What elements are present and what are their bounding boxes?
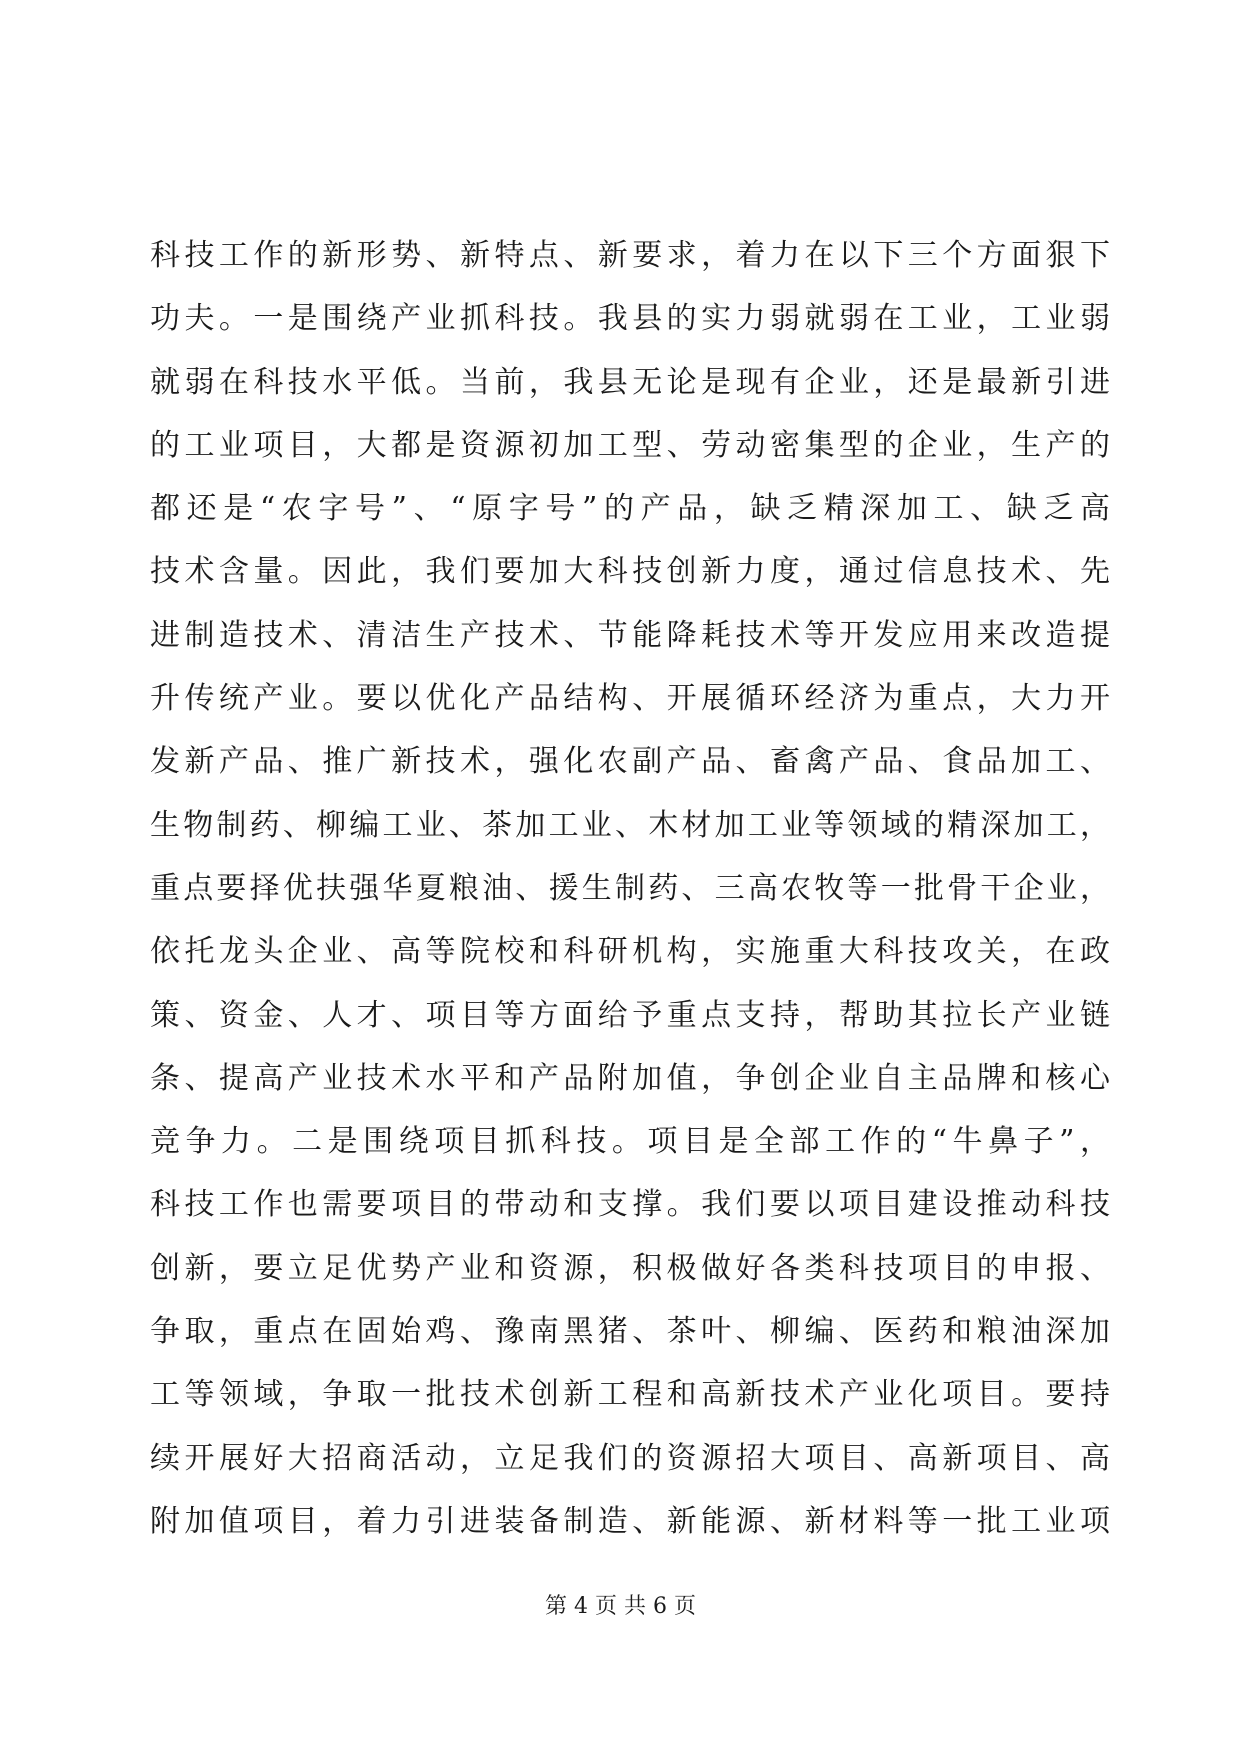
text-line: 策、资金、人才、项目等方面给予重点支持，帮助其拉长产业链	[150, 997, 1110, 1033]
text-line: 创新，要立足优势产业和资源，积极做好各类科技项目的申报、	[150, 1250, 1110, 1286]
text-line: 附加值项目，着力引进装备制造、新能源、新材料等一批工业项	[150, 1503, 1110, 1539]
text-line: 就弱在科技水平低。当前，我县无论是现有企业，还是最新引进	[150, 364, 1110, 400]
text-line: 发新产品、推广新技术，强化农副产品、畜禽产品、食品加工、	[150, 744, 1110, 780]
page-number-footer: 第 4 页 共 6 页	[545, 1594, 696, 1619]
text-line: 都还是“农字号”、“原字号”的产品，缺乏精深加工、缺乏高	[150, 491, 1110, 527]
text-line: 条、提高产业技术水平和产品附加值，争创企业自主品牌和核心	[150, 1060, 1110, 1096]
text-line: 续开展好大招商活动，立足我们的资源招大项目、高新项目、高	[150, 1440, 1110, 1476]
text-line: 技术含量。因此，我们要加大科技创新力度，通过信息技术、先	[150, 554, 1110, 590]
text-line: 科技工作也需要项目的带动和支撑。我们要以项目建设推动科技	[150, 1187, 1110, 1223]
text-line: 功夫。一是围绕产业抓科技。我县的实力弱就弱在工业，工业弱	[150, 301, 1110, 337]
text-line: 重点要择优扶强华夏粮油、援生制药、三高农牧等一批骨干企业，	[150, 870, 1110, 906]
body-text	[150, 224, 1110, 1553]
text-line: 科技工作的新形势、新特点、新要求，着力在以下三个方面狠下	[150, 238, 1110, 273]
text-line: 竞争力。二是围绕项目抓科技。项目是全部工作的“牛鼻子”，	[150, 1124, 1110, 1160]
text-line: 进制造技术、清洁生产技术、节能降耗技术等开发应用来改造提	[150, 617, 1110, 653]
text-line: 的工业项目，大都是资源初加工型、劳动密集型的企业，生产的	[150, 427, 1110, 463]
text-line: 升传统产业。要以优化产品结构、开展循环经济为重点，大力开	[150, 681, 1110, 717]
text-line: 依托龙头企业、高等院校和科研机构，实施重大科技攻关，在政	[150, 934, 1110, 970]
text-line: 生物制药、柳编工业、茶加工业、木材加工业等领域的精深加工，	[150, 807, 1110, 843]
text-line: 争取，重点在固始鸡、豫南黑猪、茶叶、柳编、医药和粮油深加	[150, 1314, 1110, 1350]
text-line: 工等领域，争取一批技术创新工程和高新技术产业化项目。要持	[150, 1377, 1110, 1413]
